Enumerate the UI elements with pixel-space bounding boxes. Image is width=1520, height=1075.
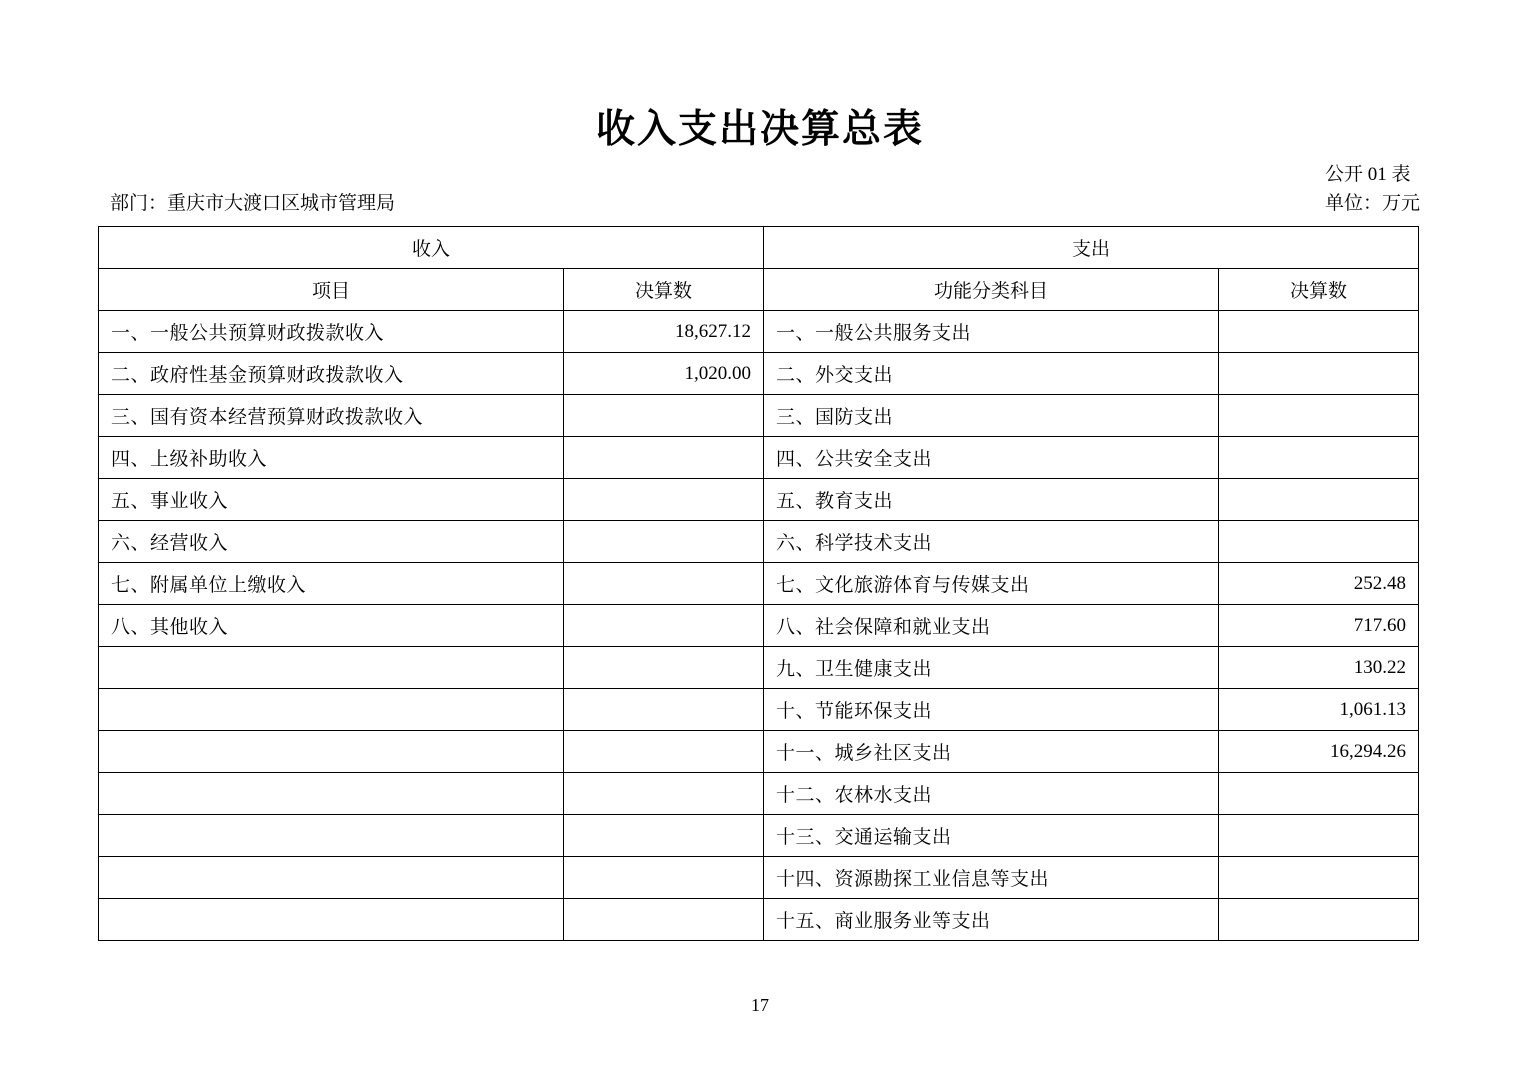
expenditure-amount-cell [1219,899,1419,941]
column-header-expenditure-item: 功能分类科目 [764,269,1219,311]
expenditure-amount-cell: 130.22 [1219,647,1419,689]
expenditure-item-cell: 六、科学技术支出 [764,521,1219,563]
table-row [99,605,1419,647]
income-item-cell: 五、事业收入 [99,479,564,521]
table-row [99,563,1419,605]
income-amount-cell [564,521,764,563]
expenditure-item-cell: 七、文化旅游体育与传媒支出 [764,563,1219,605]
page-number: 17 [751,995,769,1015]
expenditure-amount-cell [1219,857,1419,899]
income-amount-cell [564,605,764,647]
income-amount-cell [564,857,764,899]
income-amount-cell [564,689,764,731]
expenditure-amount-cell [1219,773,1419,815]
income-item-cell: 四、上级补助收入 [99,437,564,479]
table-row [99,479,1419,521]
table-row [99,857,1419,899]
income-item-cell: 八、其他收入 [99,605,564,647]
expenditure-item-cell: 十二、农林水支出 [764,773,1219,815]
income-item-cell: 一、一般公共预算财政拨款收入 [99,311,564,353]
expenditure-item-cell: 一、一般公共服务支出 [764,311,1219,353]
expenditure-amount-cell: 717.60 [1219,605,1419,647]
table-row [99,395,1419,437]
unit-note: 单位：万元 [1324,193,1420,214]
income-amount-cell: 18,627.12 [564,311,764,353]
table-row [99,647,1419,689]
table-row [99,437,1419,479]
income-item-cell [99,647,564,689]
expenditure-amount-cell: 1,061.13 [1219,689,1419,731]
income-item-cell [99,857,564,899]
income-amount-cell: 1,020.00 [564,353,764,395]
table-group-header-row [99,227,1419,269]
table-row [99,773,1419,815]
income-item-cell: 二、政府性基金预算财政拨款收入 [99,353,564,395]
income-item-cell: 七、附属单位上缴收入 [99,563,564,605]
income-amount-cell [564,395,764,437]
expenditure-amount-cell [1219,353,1419,395]
page-title: 收入支出决算总表 [595,108,924,151]
income-item-cell: 三、国有资本经营预算财政拨款收入 [99,395,564,437]
expenditure-item-cell: 十一、城乡社区支出 [764,731,1219,773]
expenditure-amount-cell [1219,437,1419,479]
income-item-cell [99,899,564,941]
expenditure-item-cell: 三、国防支出 [764,395,1219,437]
form-meta [1325,160,1420,218]
budget-table [98,226,1419,941]
income-amount-cell [564,479,764,521]
table-row [99,731,1419,773]
expenditure-item-cell: 十四、资源勘探工业信息等支出 [764,857,1219,899]
form-code: 公开 01 表 [1324,164,1411,185]
expenditure-amount-cell: 16,294.26 [1219,731,1419,773]
table-row [99,521,1419,563]
income-item-cell [99,815,564,857]
table-row [99,899,1419,941]
income-amount-cell [564,563,764,605]
expenditure-amount-cell [1219,311,1419,353]
expenditure-item-cell: 二、外交支出 [764,353,1219,395]
table-row [99,815,1419,857]
income-item-cell: 六、经营收入 [99,521,564,563]
income-item-cell [99,773,564,815]
expenditure-amount-cell [1219,395,1419,437]
expenditure-amount-cell: 252.48 [1219,563,1419,605]
table-row [99,353,1419,395]
table-column-header-row [99,269,1419,311]
expenditure-item-cell: 五、教育支出 [764,479,1219,521]
column-header-expenditure-amount: 决算数 [1219,269,1419,311]
expenditure-item-cell: 十三、交通运输支出 [764,815,1219,857]
expenditure-item-cell: 十、节能环保支出 [764,689,1219,731]
expenditure-item-cell: 八、社会保障和就业支出 [764,605,1219,647]
income-amount-cell [564,437,764,479]
expenditure-amount-cell [1219,521,1419,563]
income-item-cell [99,731,564,773]
column-header-income-item: 项目 [99,269,564,311]
department-line: 部门：重庆市大渡口区城市管理局 [110,193,396,214]
income-amount-cell [564,647,764,689]
income-amount-cell [564,731,764,773]
income-amount-cell [564,899,764,941]
income-amount-cell [564,773,764,815]
income-item-cell [99,689,564,731]
expenditure-item-cell: 九、卫生健康支出 [764,647,1219,689]
expenditure-amount-cell [1219,479,1419,521]
expenditure-amount-cell [1219,815,1419,857]
expenditure-item-cell: 四、公共安全支出 [764,437,1219,479]
column-header-income-amount: 决算数 [564,269,764,311]
table-row [99,689,1419,731]
group-header-income: 收入 [99,227,764,269]
group-header-expenditure: 支出 [764,227,1419,269]
expenditure-item-cell: 十五、商业服务业等支出 [764,899,1219,941]
income-amount-cell [564,815,764,857]
table-row [99,311,1419,353]
table-body [99,311,1419,941]
